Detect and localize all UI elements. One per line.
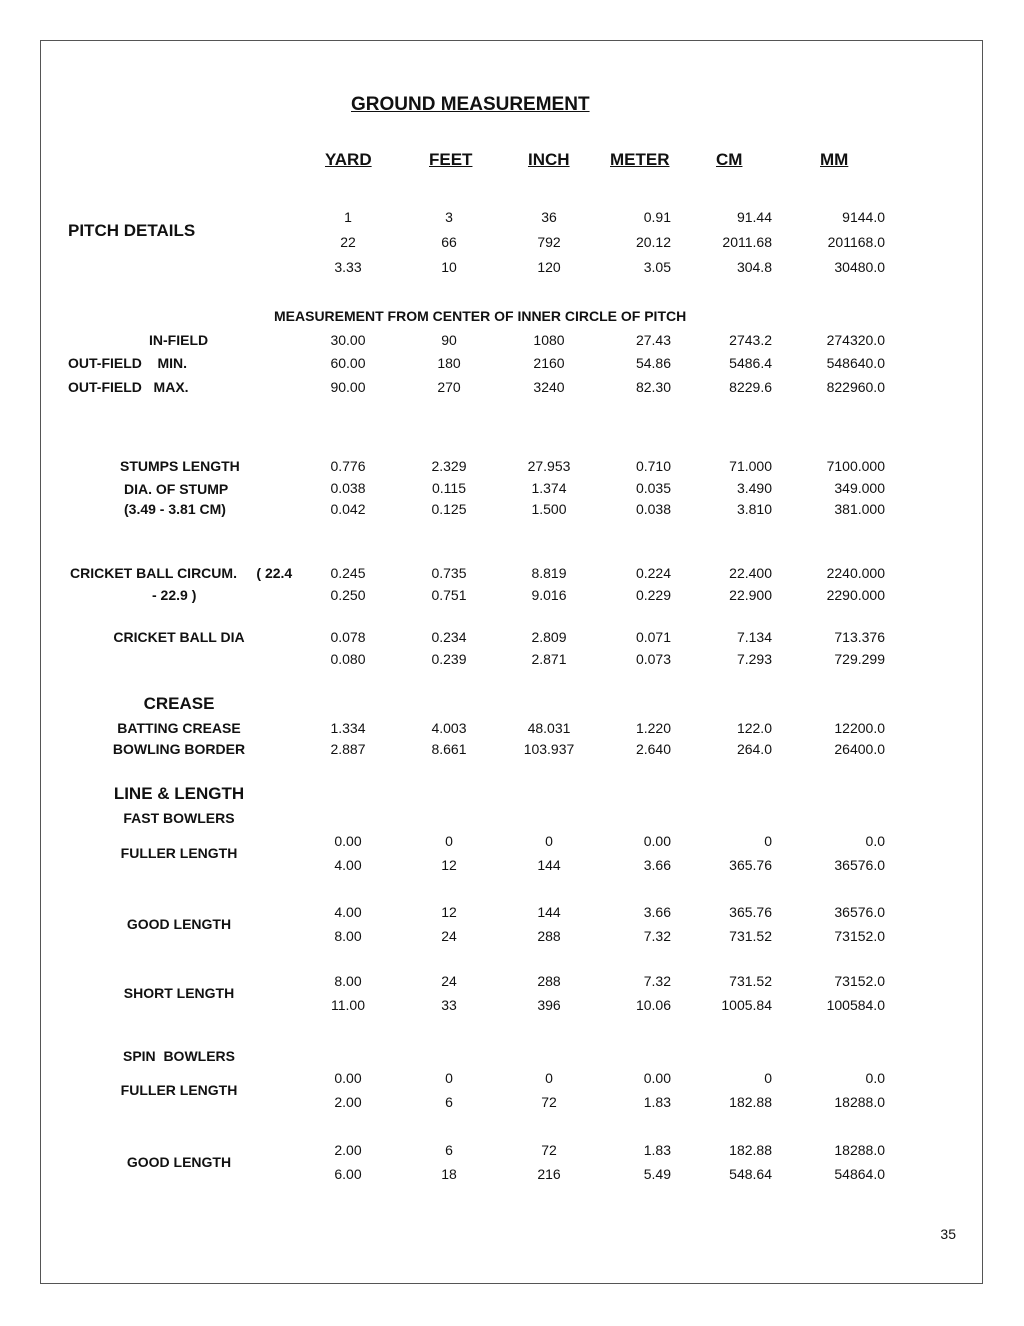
cell-meter: 1.220: [635, 720, 671, 736]
cell-mm: 36576.0: [834, 857, 885, 873]
cell-yard: 8.00: [334, 973, 362, 989]
table-row: [0, 379, 1024, 399]
cell-mm: 822960.0: [826, 379, 885, 395]
cell-feet: 8.661: [431, 741, 467, 757]
cell-inch: 216: [537, 1166, 561, 1182]
cell-inch: 120: [537, 259, 561, 275]
cell-feet: 180: [437, 355, 461, 371]
header-mm: MM: [820, 150, 849, 169]
cell-cm: 3.490: [736, 480, 772, 496]
spin-bowlers-label: SPIN BOWLERS: [122, 1048, 235, 1064]
cell-yard: 2.00: [334, 1094, 362, 1110]
cell-meter: 54.86: [635, 355, 671, 371]
cell-inch: 144: [537, 857, 561, 873]
cell-inch: 2.871: [531, 651, 567, 667]
cell-meter: 0.91: [643, 209, 671, 225]
header-cm: CM: [716, 150, 743, 169]
cell-yard: 0.250: [330, 587, 366, 603]
cell-mm: 2290.000: [826, 587, 885, 603]
stump-dia-range-label: (3.49 - 3.81 CM): [124, 501, 226, 517]
table-row: [0, 1142, 1024, 1162]
fast-good-length-label: GOOD LENGTH: [126, 916, 232, 932]
cell-feet: 10: [441, 259, 457, 275]
cell-meter: 3.66: [643, 904, 671, 920]
cell-yard: 2.887: [330, 741, 366, 757]
cell-mm: 548640.0: [826, 355, 885, 371]
table-row: [0, 355, 1024, 375]
cell-cm: 3.810: [736, 501, 772, 517]
cell-inch: 1.500: [531, 501, 567, 517]
cell-feet: 18: [441, 1166, 457, 1182]
header-inch: INCH: [528, 150, 570, 169]
cell-yard: 0.245: [330, 565, 366, 581]
cell-cm: 548.64: [729, 1166, 772, 1182]
cell-feet: 90: [441, 332, 457, 348]
table-row: [0, 928, 1024, 948]
infield-label: IN-FIELD: [149, 332, 209, 348]
header-meter: METER: [610, 150, 670, 169]
cell-cm: 91.44: [736, 209, 772, 225]
cell-cm: 365.76: [729, 857, 772, 873]
cell-feet: 0.115: [432, 480, 466, 496]
cell-cm: 5486.4: [729, 355, 772, 371]
cell-mm: 12200.0: [834, 720, 885, 736]
table-row: [0, 458, 1024, 478]
stump-dia-label: DIA. OF STUMP: [124, 481, 229, 497]
cell-meter: 20.12: [635, 234, 671, 250]
cell-inch: 0: [545, 833, 553, 849]
page-number: 35: [940, 1226, 956, 1242]
cell-cm: 182.88: [729, 1094, 772, 1110]
table-row: [0, 1166, 1024, 1186]
cell-cm: 2011.68: [722, 234, 772, 250]
cell-inch: 288: [537, 928, 561, 944]
cell-meter: 0.224: [635, 565, 671, 581]
cell-meter: 2.640: [635, 741, 671, 757]
table-row: [0, 857, 1024, 877]
cell-inch: 27.953: [527, 458, 571, 474]
cell-cm: 731.52: [729, 973, 772, 989]
cell-feet: 24: [441, 928, 457, 944]
cell-cm: 8229.6: [729, 379, 772, 395]
cell-meter: 10.06: [635, 997, 671, 1013]
cell-yard: 90.00: [330, 379, 366, 395]
table-row: [0, 234, 1024, 254]
outfield-min-label: OUT-FIELD MIN.: [68, 355, 187, 371]
cell-cm: 365.76: [729, 904, 772, 920]
cell-feet: 0: [445, 833, 453, 849]
cell-meter: 3.05: [643, 259, 671, 275]
cell-mm: 729.299: [834, 651, 885, 667]
crease-heading: CREASE: [143, 694, 215, 713]
cell-yard: 0.00: [334, 833, 362, 849]
cell-inch: 9.016: [531, 587, 567, 603]
cell-inch: 1080: [533, 332, 565, 348]
cell-mm: 0.0: [865, 1070, 885, 1086]
cell-inch: 8.819: [531, 565, 567, 581]
page-title: GROUND MEASUREMENT: [351, 94, 590, 115]
cell-yard: 0.00: [334, 1070, 362, 1086]
cell-feet: 3: [445, 209, 453, 225]
table-row: [0, 741, 1024, 761]
cell-mm: 26400.0: [834, 741, 885, 757]
cell-meter: 7.32: [643, 928, 671, 944]
measurement-note: MEASUREMENT FROM CENTER OF INNER CIRCLE OF PITCH: [274, 308, 687, 324]
cell-mm: 100584.0: [826, 997, 885, 1013]
line-length-heading: LINE & LENGTH: [113, 784, 245, 803]
table-row: [0, 997, 1024, 1017]
cell-meter: 1.83: [643, 1094, 671, 1110]
cell-yard: 4.00: [334, 904, 362, 920]
cell-mm: 381.000: [834, 501, 885, 517]
cell-cm: 1005.84: [721, 997, 772, 1013]
cell-cm: 7.134: [736, 629, 772, 645]
cell-meter: 27.43: [635, 332, 671, 348]
cell-meter: 0.035: [635, 480, 671, 496]
cell-feet: 6: [445, 1094, 453, 1110]
cell-cm: 731.52: [729, 928, 772, 944]
cell-cm: 22.900: [729, 587, 772, 603]
cell-feet: 0.239: [431, 651, 467, 667]
cell-yard: 6.00: [334, 1166, 362, 1182]
cell-mm: 36576.0: [834, 904, 885, 920]
cell-feet: 33: [441, 997, 457, 1013]
table-row: [0, 651, 1024, 671]
cell-mm: 7100.000: [826, 458, 885, 474]
cell-yard: 60.00: [330, 355, 366, 371]
table-row: [0, 332, 1024, 352]
cell-meter: 0.229: [635, 587, 671, 603]
fast-bowlers-label: FAST BOWLERS: [123, 810, 235, 826]
cell-feet: 0.751: [431, 587, 467, 603]
cell-mm: 30480.0: [834, 259, 885, 275]
cell-feet: 4.003: [431, 720, 467, 736]
cell-inch: 103.937: [523, 741, 575, 757]
cell-feet: 6: [445, 1142, 453, 1158]
cell-inch: 2.809: [531, 629, 567, 645]
header-feet: FEET: [429, 150, 473, 169]
cell-feet: 0: [445, 1070, 453, 1086]
cell-meter: 0.00: [643, 1070, 671, 1086]
cell-mm: 73152.0: [834, 928, 885, 944]
cell-meter: 82.30: [635, 379, 671, 395]
table-row: [0, 720, 1024, 740]
table-row: [0, 480, 1024, 500]
cell-mm: 18288.0: [834, 1094, 885, 1110]
cell-meter: 1.83: [643, 1142, 671, 1158]
table-row: [0, 209, 1024, 229]
cell-cm: 182.88: [729, 1142, 772, 1158]
cell-yard: 0.038: [330, 480, 366, 496]
cell-yard: 0.078: [330, 629, 366, 645]
stumps-length-label: STUMPS LENGTH: [120, 458, 240, 474]
cell-cm: 7.293: [736, 651, 772, 667]
cell-yard: 2.00: [334, 1142, 362, 1158]
batting-crease-label: BATTING CREASE: [117, 720, 241, 736]
cell-feet: 2.329: [431, 458, 467, 474]
cell-inch: 396: [537, 997, 561, 1013]
cell-cm: 71.000: [729, 458, 772, 474]
cell-yard: 11.00: [331, 997, 365, 1013]
cell-meter: 7.32: [643, 973, 671, 989]
cell-meter: 5.49: [643, 1166, 671, 1182]
outfield-max-label: OUT-FIELD MAX.: [68, 379, 189, 395]
cell-mm: 2240.000: [826, 565, 885, 581]
cell-inch: 144: [537, 904, 561, 920]
cell-meter: 0.038: [635, 501, 671, 517]
table-row: [0, 501, 1024, 521]
cell-mm: 73152.0: [834, 973, 885, 989]
bowling-border-label: BOWLING BORDER: [112, 741, 246, 757]
cell-cm: 22.400: [729, 565, 772, 581]
cell-feet: 0.125: [431, 501, 467, 517]
cell-yard: 4.00: [334, 857, 362, 873]
cell-meter: 0.00: [643, 833, 671, 849]
pitch-details-label: PITCH DETAILS: [68, 221, 196, 240]
table-row: [0, 565, 1024, 585]
cell-inch: 72: [541, 1094, 557, 1110]
cell-meter: 0.071: [635, 629, 671, 645]
cell-inch: 72: [541, 1142, 557, 1158]
cell-yard: 30.00: [330, 332, 366, 348]
cell-cm: 2743.2: [729, 332, 772, 348]
ball-circum-range-label: - 22.9 ): [152, 587, 197, 603]
fast-fuller-length-label: FULLER LENGTH: [120, 845, 238, 861]
cell-mm: 274320.0: [826, 332, 885, 348]
table-row: [0, 833, 1024, 853]
cell-yard: 22: [340, 234, 356, 250]
cell-cm: 0: [764, 1070, 772, 1086]
cell-yard: 0.042: [330, 501, 366, 517]
spin-good-length-label: GOOD LENGTH: [126, 1154, 232, 1170]
cell-inch: 36: [541, 209, 557, 225]
cell-feet: 0.735: [431, 565, 467, 581]
cell-feet: 66: [441, 234, 457, 250]
cell-feet: 12: [441, 857, 457, 873]
cell-feet: 270: [437, 379, 461, 395]
cell-mm: 18288.0: [834, 1142, 885, 1158]
cell-inch: 48.031: [527, 720, 571, 736]
cell-mm: 349.000: [834, 480, 885, 496]
cell-inch: 3240: [533, 379, 565, 395]
cell-inch: 792: [537, 234, 561, 250]
ball-dia-label: CRICKET BALL DIA: [113, 629, 245, 645]
cell-yard: 3.33: [334, 259, 362, 275]
cell-yard: 1: [344, 209, 352, 225]
cell-feet: 12: [441, 904, 457, 920]
cell-cm: 0: [764, 833, 772, 849]
table-row: [0, 1070, 1024, 1090]
cell-cm: 122.0: [736, 720, 772, 736]
table-row: [0, 973, 1024, 993]
header-yard: YARD: [325, 150, 372, 169]
cell-mm: 0.0: [865, 833, 885, 849]
cell-yard: 1.334: [330, 720, 366, 736]
table-row: [0, 904, 1024, 924]
cell-cm: 304.8: [736, 259, 772, 275]
cell-inch: 2160: [533, 355, 565, 371]
fast-short-length-label: SHORT LENGTH: [123, 985, 235, 1001]
table-row: [0, 587, 1024, 607]
cell-meter: 3.66: [643, 857, 671, 873]
cell-meter: 0.710: [635, 458, 671, 474]
cell-yard: 0.776: [330, 458, 366, 474]
cell-feet: 24: [441, 973, 457, 989]
cell-mm: 54864.0: [834, 1166, 885, 1182]
table-row: [0, 1094, 1024, 1114]
cell-inch: 0: [545, 1070, 553, 1086]
spin-fuller-length-label: FULLER LENGTH: [120, 1082, 238, 1098]
cell-yard: 8.00: [334, 928, 362, 944]
ball-circum-label: CRICKET BALL CIRCUM. ( 22.4: [70, 565, 293, 581]
cell-mm: 713.376: [834, 629, 885, 645]
cell-cm: 264.0: [736, 741, 772, 757]
cell-mm: 201168.0: [827, 234, 885, 250]
table-row: [0, 259, 1024, 279]
cell-yard: 0.080: [330, 651, 366, 667]
cell-mm: 9144.0: [842, 209, 885, 225]
cell-inch: 1.374: [531, 480, 567, 496]
cell-meter: 0.073: [635, 651, 671, 667]
table-row: [0, 629, 1024, 649]
cell-inch: 288: [537, 973, 561, 989]
cell-feet: 0.234: [431, 629, 467, 645]
